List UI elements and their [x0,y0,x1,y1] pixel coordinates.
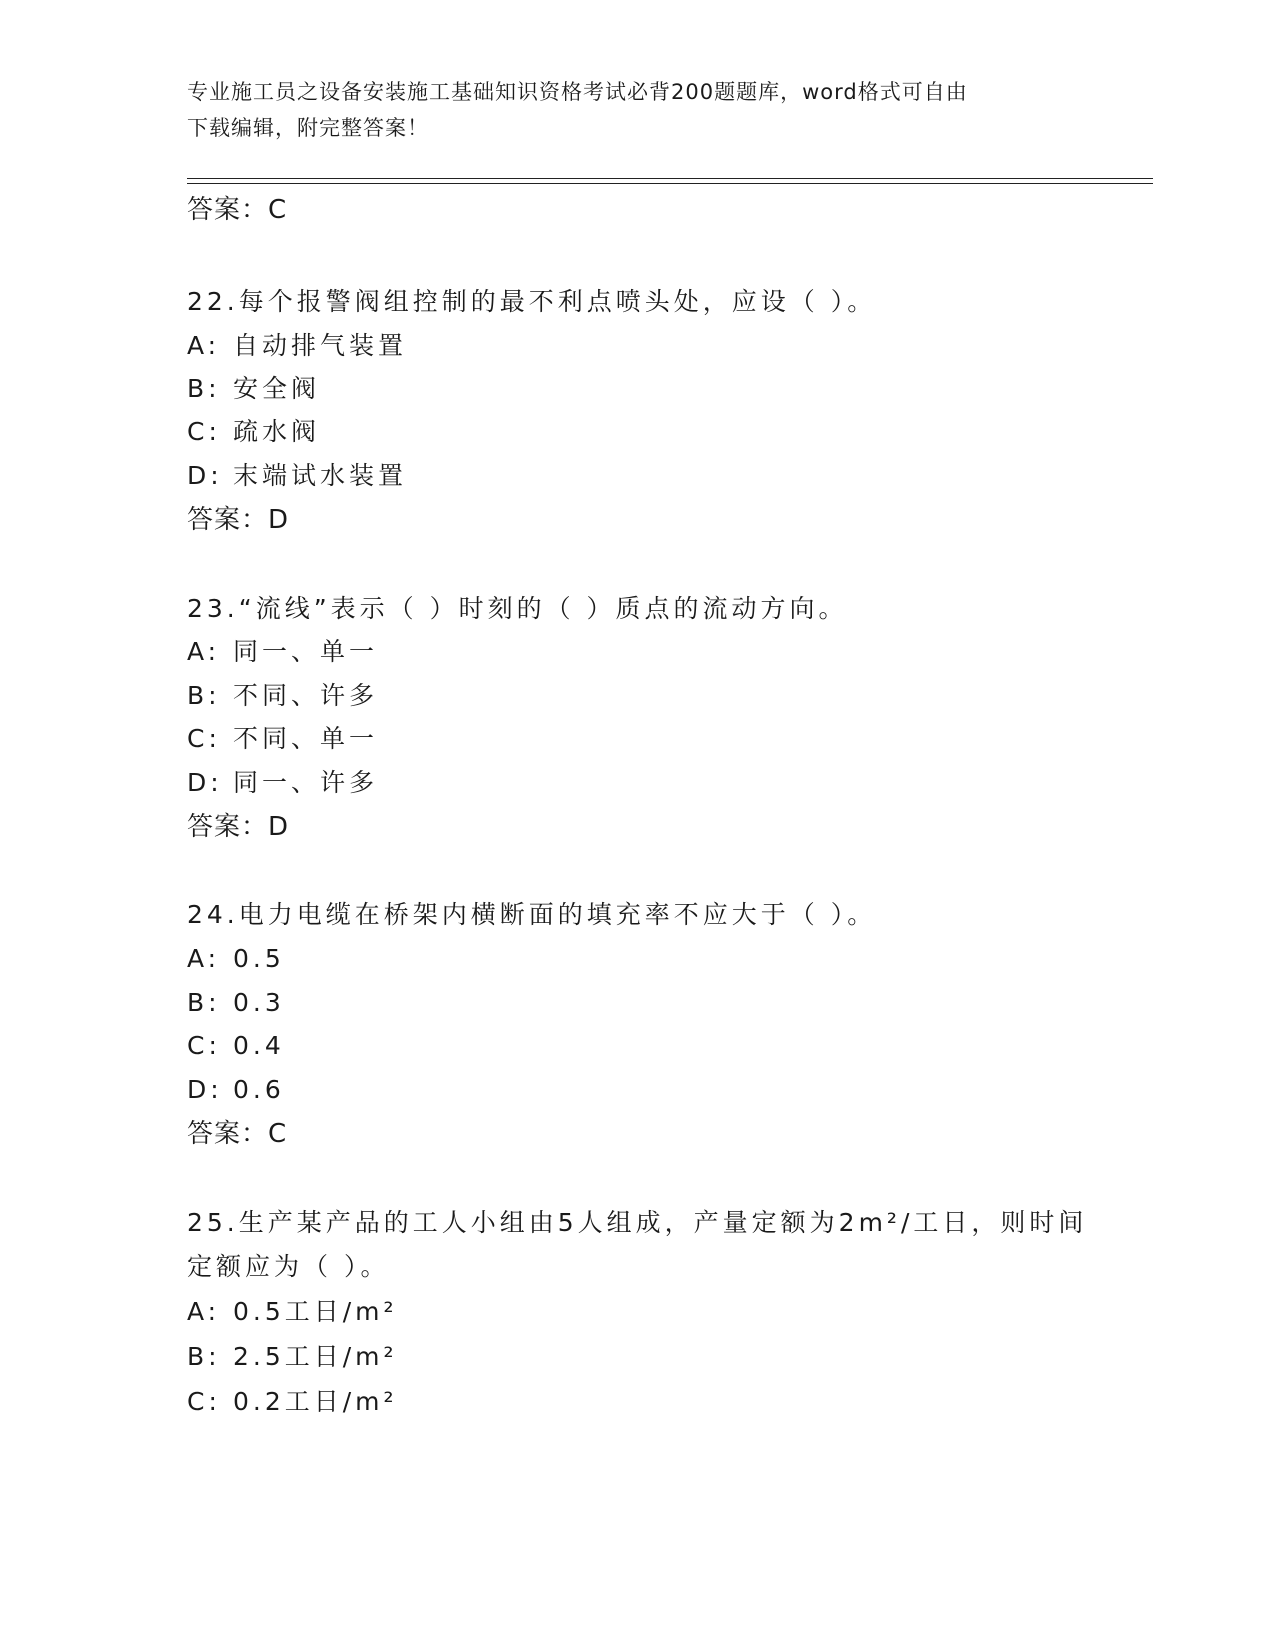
option-key: B: [187,681,221,710]
option-text: 末端试水装置 [233,461,408,490]
option-c [187,1030,285,1062]
answer-label: 答案：D [187,505,290,535]
option-key: B: [187,374,221,403]
header-rule-top [187,178,1153,179]
option-text: 安全阀 [233,374,321,403]
option-key: A: [187,1297,221,1326]
option-a [187,636,378,668]
option-text: 0.2工日/m² [233,1387,398,1416]
option-text: 不同、许多 [233,681,379,710]
option-key: D: [187,1075,223,1104]
option-text: 同一、单一 [233,637,379,666]
option-text: 0.5 [233,944,285,973]
option-text: 2.5工日/m² [233,1342,398,1371]
option-b [187,373,320,405]
option-a [187,943,285,975]
option-key: D: [187,461,223,490]
option-text: 同一、许多 [233,768,379,797]
header-line-2: 下载编辑，附完整答案！ [187,116,429,140]
question-stem-line-1: 25.生产某产品的工人小组由5人组成，产量定额为2m²/工日，则时间 [187,1208,1088,1237]
option-c [187,1386,398,1418]
option-key: C: [187,1031,221,1060]
header-line-1: 专业施工员之设备安装施工基础知识资格考试必背200题题库，word格式可自由 [187,80,968,104]
option-text: 0.3 [233,988,285,1017]
option-key: A: [187,637,221,666]
answer-label: 答案：C [187,195,288,225]
option-b [187,1341,398,1373]
answer-label: 答案：C [187,1119,288,1149]
option-d [187,1074,285,1106]
option-key: C: [187,724,221,753]
option-c [187,416,320,448]
option-key: C: [187,417,221,446]
option-text: 疏水阀 [233,417,321,446]
option-d [187,460,407,492]
option-b [187,680,378,712]
option-key: A: [187,331,221,360]
option-text: 自动排气装置 [233,331,408,360]
question-stem: 22.每个报警阀组控制的最不利点喷头处，应设（ ）。 [187,287,877,316]
option-c [187,723,378,755]
option-text: 0.5工日/m² [233,1297,398,1326]
option-key: C: [187,1387,221,1416]
option-text: 不同、单一 [233,724,379,753]
option-key: B: [187,1342,221,1371]
question-stem-line-2: 定额应为（ ）。 [187,1252,390,1281]
header-rule-bottom [187,183,1153,184]
question-stem: 23.“流线”表示（ ）时刻的（ ）质点的流动方向。 [187,594,848,623]
answer-label: 答案：D [187,812,290,842]
option-b [187,987,285,1019]
option-key: B: [187,988,221,1017]
option-key: D: [187,768,223,797]
document-header [187,74,1087,146]
option-key: A: [187,944,221,973]
option-a [187,330,407,362]
option-text: 0.6 [233,1075,285,1104]
option-a [187,1296,398,1328]
question-stem: 24.电力电缆在桥架内横断面的填充率不应大于（ ）。 [187,900,877,929]
option-text: 0.4 [233,1031,285,1060]
option-d [187,767,378,799]
